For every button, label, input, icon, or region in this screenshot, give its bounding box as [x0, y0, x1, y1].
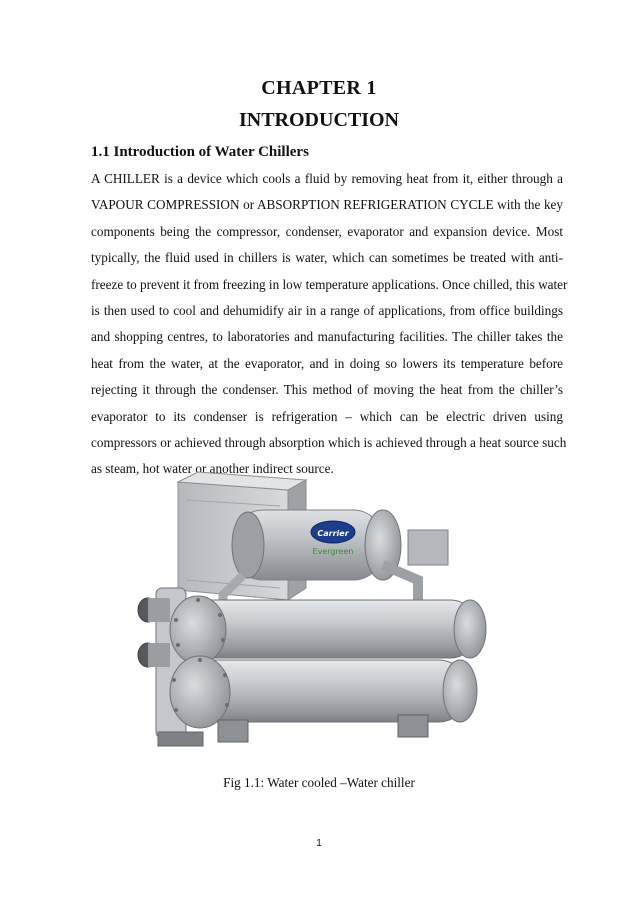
page-title: INTRODUCTION [238, 109, 400, 131]
chapter-heading: CHAPTER 1 [261, 77, 377, 99]
paragraph-line: evaporator to its condenser is refrigeration – which can be electric driven using [91, 408, 563, 424]
paragraph-line: heat from the water, at the evaporator, and in doing so lowers its temperature before [91, 355, 563, 371]
section-heading: 1.1 Introduction of Water Chillers [91, 144, 309, 160]
paragraph-line: typically, the fluid used in chillers is water, which can sometimes be treated with anti- [91, 250, 563, 266]
page-number: 1 [316, 838, 322, 849]
paragraph-line: VAPOUR COMPRESSION or ABSORPTION REFRIGERATION CYCLE with the key [91, 197, 563, 213]
body-paragraph [91, 166, 568, 483]
paragraph-line: is then used to cool and dehumidify air in a range of applications, from office buildings [91, 303, 563, 319]
paragraph-line: A CHILLER is a device which cools a fluid by removing heat from it, either through a [91, 171, 563, 186]
figure-caption: Fig 1.1: Water cooled –Water chiller [223, 775, 415, 790]
paragraph-line: rejecting it through the condenser. This method of moving the heat from the chiller’s [91, 382, 563, 398]
chiller-image [128, 470, 494, 770]
paragraph-line: freeze to prevent it from freezing in low temperature applications. Once chilled, this water [91, 276, 568, 292]
brand-badge: Evergreen [312, 547, 354, 556]
brand-logo: Carrier [317, 529, 349, 538]
paragraph-line: as steam, hot water or another indirect source. [91, 461, 334, 477]
water-chiller-illustration [128, 470, 494, 770]
paragraph-line: components being the compressor, condenser, evaporator and expansion device. Most [91, 223, 563, 239]
paragraph-line: compressors or achieved through absorption which is achieved through a heat source such [91, 435, 567, 451]
paragraph-line: and shopping centres, to laboratories and manufacturing facilities. The chiller takes the [91, 329, 563, 345]
